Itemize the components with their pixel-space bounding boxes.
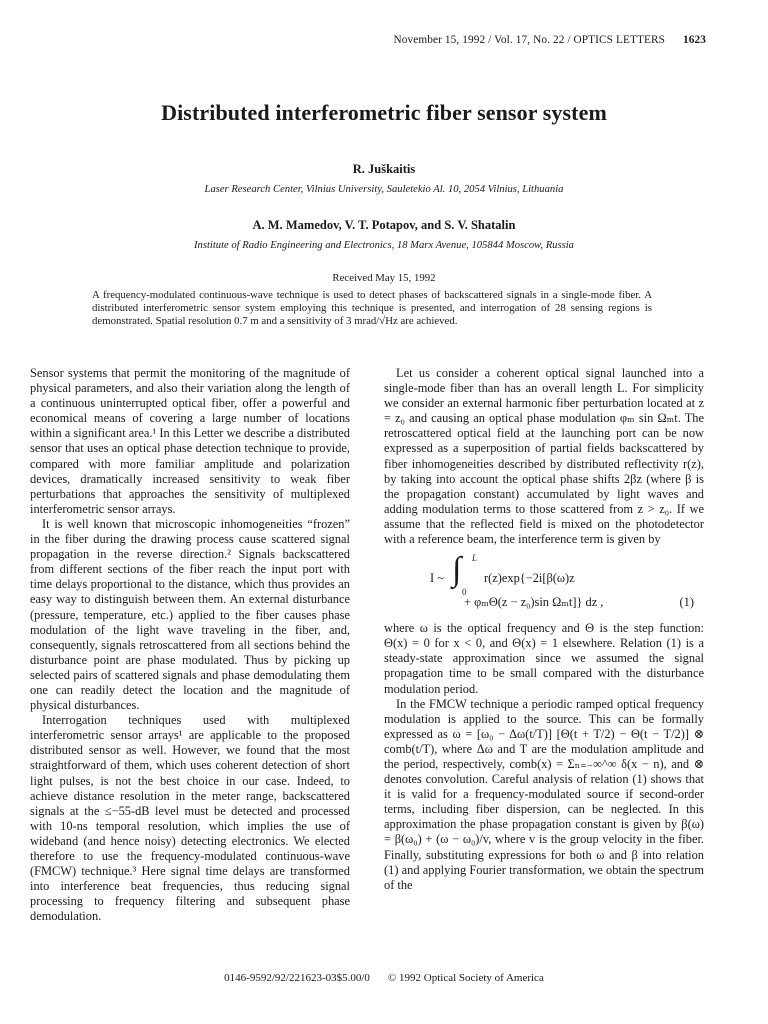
page-footer xyxy=(0,972,768,984)
article-code: 0146-9592/92/221623-03$5.00/0 xyxy=(224,972,370,984)
copyright-notice: © 1992 Optical Society of America xyxy=(387,972,544,984)
paragraph-4: Let us consider a coherent optical signal launched into a single-mode fiber than has an overall length L. For simplicity we consider an external harmonic fiber perturbation located at z = z₀ and causing an optical phase modulation φₘ sin Ωₘt. The retroscattered optical field at the launching port can be now expressed as a superposition of partial fields backscattered by fiber inhomogeneities described by distributed reflectivity r(z), by taking into account the optical phase shifts 2βz (where β is the propagation constant) accumulated by light waves and adding modulation terms to those scattered from z > z₀. If we assume that the reflected field is mixed on the photodetector with a reference beam, the interference term is given by xyxy=(384,366,704,547)
page-number: 1623 xyxy=(683,34,706,46)
paragraph-5: where ω is the optical frequency and Θ is the step function: Θ(x) = 0 for x < 0, and Θ(x) = 1 elsewhere. Relation (1) is a steady-state approximation since we assumed the signal propagation time to be small compared with the disturbance modulation period. xyxy=(384,621,704,696)
article-title: Distributed interferometric fiber sensor system xyxy=(161,100,607,125)
abstract: A frequency-modulated continuous-wave technique is used to detect phases of backscattered signals in a single-mode fiber. A distributed interferometric sensor system employing this technique is presented, and interrogation of 28 sensing regions is demonstrated. Spatial resolution 0.7 m and a sensitivity of 3 mrad/√Hz are achieved. xyxy=(92,289,652,328)
received-date: Received May 15, 1992 xyxy=(332,272,436,284)
author-line-2: A. M. Mamedov, V. T. Potapov, and S. V. Shatalin xyxy=(252,218,516,232)
paragraph-2: It is well known that microscopic inhomogeneities “frozen” in the fiber during the drawing process cause scattered signal propagation in the reverse direction.² Signals backscattered from different sections of the fiber reach the input port with time delays proportional to the distance, which thus provides an easy way to distinguish between them. An external disturbance (pressure, temperature, etc.) applied to the fiber causes phase modulation of the light wave traveling in the fiber, and, consequently, signals retroscattered from all sections behind the disturbance point are phase modulated. Thus by picking up selected pairs of scattered signals and phase demodulating them one can readily detect the location and the magnitude of physical disturbances. xyxy=(30,516,350,713)
equation-line-2: + φₘΘ(z − z₀)sin Ωₘt]} dz , xyxy=(464,595,604,610)
equation-line-1: r(z)exp{−2i[β(ω)z xyxy=(484,571,575,586)
running-header xyxy=(28,34,706,46)
equation-lhs: I ~ xyxy=(430,571,444,586)
left-column xyxy=(30,366,350,924)
paragraph-3: Interrogation techniques used with multiplexed interferometric sensor arrays¹ are applicable to the proposed distributed sensor as well. However, we found that the most straightforward of them, which uses coherent detection of short light pulses, is not the best choice in our case. Indeed, to achieve distance resolution in the meter range, backscattered signals at the ≤−55-dB level must be detected and processed with 10-ns temporal resolution, which implies the use of wideband (and hence noisy) detecting electronics. We elected therefore to use the frequency-modulated continuous-wave (FMCW) technique.³ Here signal time delays are transformed into interference beat frequencies, thus reducing signal processing to frequency filtering and subsequent phase demodulation. xyxy=(30,713,350,924)
integral-sign: ∫ xyxy=(452,551,462,589)
equation-number: (1) xyxy=(679,595,694,610)
equation-1 xyxy=(384,553,704,615)
affiliation-line-1: Laser Research Center, Vilnius University, Sauletekio Al. 10, 2054 Vilnius, Lithuania xyxy=(204,184,564,195)
integral-upper-limit: L xyxy=(472,553,478,564)
author-line-1: R. Juškaitis xyxy=(352,162,416,176)
integral-lower-limit: 0 xyxy=(462,587,467,598)
paragraph-6: In the FMCW technique a periodic ramped optical frequency modulation is applied to the source. This can be formally expressed as ω = [ω₀ − Δω(t/T)] [Θ(t + T/2) − Θ(t − T/2)] ⊗ comb(t/T), where Δω and T are the modulation amplitude and the period, respectively, comb(x) = Σₙ₌₋∞^∞ δ(x − n), and ⊗ denotes convolution. Careful analysis of relation (1) shows that it is valid for a frequency-modulated source if second-order terms, including fiber dispersion, can be neglected. In this approximation the phase propagation constant is given by β(ω) = β(ω₀) + (ω − ω₀)/v, where v is the group velocity in the fiber. Finally, substituting expressions for both ω and β into relation (1) and applying Fourier transformation, we obtain the spectrum of the xyxy=(384,696,704,892)
paragraph-1: Sensor systems that permit the monitoring of the magnitude of physical parameters, and also their variation along the length of a continuous uninterrupted optical fiber, offer a powerful and economical means of covering a large number of locations within a significant area.¹ In this Letter we describe a distributed sensor that uses an optical phase detection technique to provide, compared with more familiar amplitude and polarization devices, dramatically increased sensitivity to weak fiber perturbations that approaches the sensitivity of multiplexed interferometric sensor arrays. xyxy=(30,366,350,516)
right-column xyxy=(384,366,704,893)
journal-citation: November 15, 1992 / Vol. 17, No. 22 / OPTICS LETTERS xyxy=(393,34,665,46)
affiliation-line-2: Institute of Radio Engineering and Electronics, 18 Marx Avenue, 105844 Moscow, Russia xyxy=(194,240,574,251)
